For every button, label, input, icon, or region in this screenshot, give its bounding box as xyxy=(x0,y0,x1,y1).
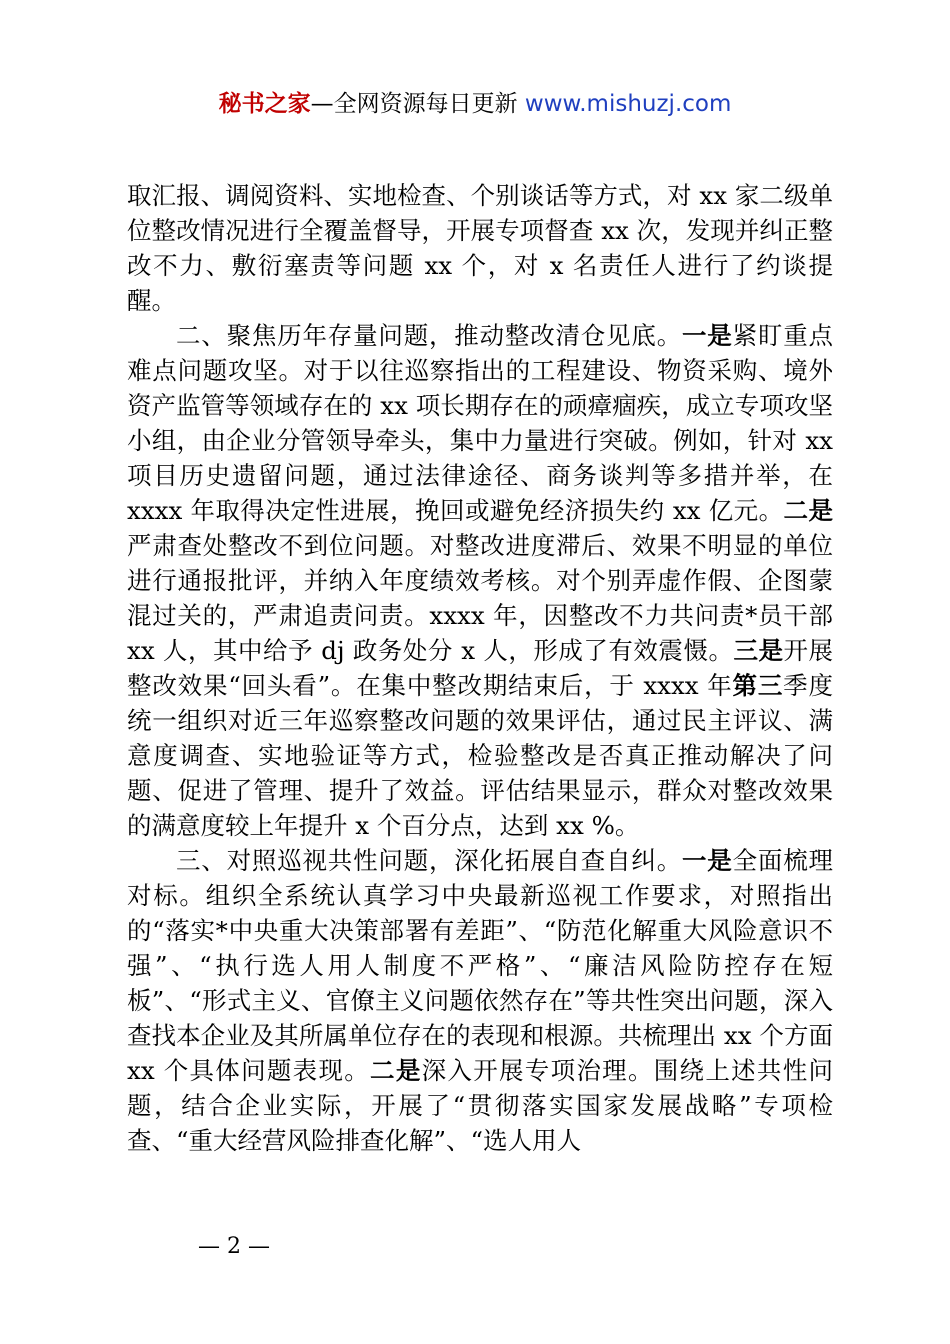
paragraph-text: 取汇报、调阅资料、实地检查、个别谈话等方式，对 xx 家二级单位整改情况进行全覆盖督导，开展专项督查 xx 次，发现并纠正整改不力、敷衍塞责等问题 xx 个，对 x 名责任人进行了约谈提醒。 xyxy=(127,181,833,315)
page-number: — 2 — xyxy=(198,1234,270,1259)
site-brand: 秘书之家 xyxy=(218,91,311,117)
paragraph-text: 开展整改效果“回头看”。在集中整改期结束后，于 xxxx 年 xyxy=(127,636,834,700)
paragraph-section-two xyxy=(127,318,833,843)
paragraph-text: 严肃查处整改不到位问题。对整改进度滞后、效果不明显的单位进行通报批评，并纳入年度绩效考核。对个别弄虚作假、企图蒙混过关的，严肃追责问责。xxxx 年，因整改不力共问责*员干部 xx 人，其中给予 dj 政务处分 x 人，形成了有效震慑。 xyxy=(127,531,833,665)
paragraph-text: 全面梳理对标。组织全系统认真学习中央最新巡视工作要求，对照指出的“落实*中央重大决策部署有差距”、“防范化解重大风险意识不强”、“执行选人用人制度不严格”、“廉洁风险防控存在短板”、“形式主义、官僚主义问题依然存在”等共性突出问题，深入查找本企业及其所属单位存在的表现和根源。共梳理出 xx 个方面 xx 个具体问题表现。 xyxy=(127,846,834,1085)
paragraph-text: 紧盯重点难点问题攻坚。对于以往巡察指出的工程建设、物资采购、境外资产监管等领域存在的 xx 项长期存在的顽瘴痼疾，成立专项攻坚小组，由企业分管领导牵头，集中力量进行突破。例如，针对 xx 项目历史遗留问题，通过法律途径、商务谈判等多措并举，在 xxxx 年取得决定性进展，挽回或避免经济损失约 xx 亿元。 xyxy=(127,321,834,525)
emphasis-first: 一是 xyxy=(682,846,733,875)
emphasis-first: 一是 xyxy=(682,321,733,350)
paragraph-text: 深入开展专项治理。围绕上述共性问题，结合企业实际，开展了“贯彻落实国家发展战略”专项检查、“重大经营风险排查化解”、“选人用人 xyxy=(127,1056,834,1155)
emphasis-quarter: 第三 xyxy=(732,671,784,700)
site-url-link[interactable]: www.mishuzj.com xyxy=(524,91,732,117)
paragraph-continuation xyxy=(127,178,833,318)
emphasis-second: 二是 xyxy=(783,496,833,525)
paragraph-section-three xyxy=(127,843,833,1158)
emphasis-second: 二是 xyxy=(370,1056,422,1085)
section-heading: 三、对照巡视共性问题，深化拓展自查自纠。 xyxy=(176,846,682,875)
document-body xyxy=(127,178,833,1158)
site-header xyxy=(0,88,950,120)
site-tagline: —全网资源每日更新 xyxy=(310,91,525,117)
paragraph-text: 季度统一组织对近三年巡察整改问题的效果评估，通过民主评议、满意度调查、实地验证等方式，检验整改是否真正推动解决了问题、促进了管理、提升了效益。评估结果显示，群众对整改效果的满意度较上年提升 x 个百分点，达到 xx %。 xyxy=(127,671,833,840)
emphasis-third: 三是 xyxy=(733,636,784,665)
section-heading: 二、聚焦历年存量问题，推动整改清仓见底。 xyxy=(176,321,682,350)
